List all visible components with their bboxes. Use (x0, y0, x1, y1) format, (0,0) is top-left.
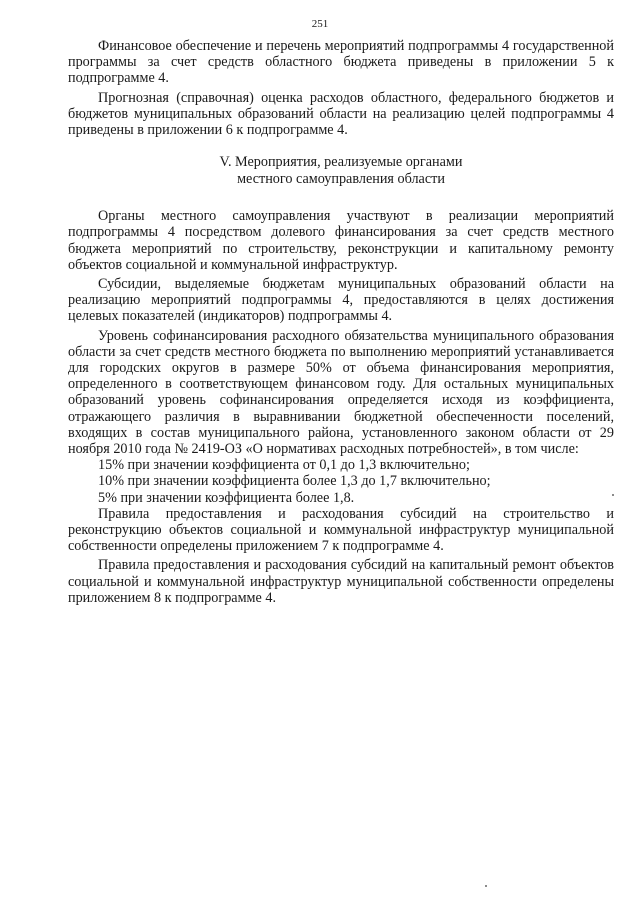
paragraph-construction-rules: Правила предоставления и расходования субсидий на строительство и реконструкцию объектов социальной и коммунальной инфраструктур муниципальной собственности определены приложением 7 к подпрограмме 4. (68, 505, 614, 555)
section-heading (68, 154, 614, 188)
list-item: 10% при значении коэффициента более 1,3 до 1,7 включительно; (98, 473, 491, 490)
paragraph-forecast: Прогнозная (справочная) оценка расходов областного, федерального бюджетов и бюджетов муниципальных образований области на реализацию целей подпрограммы 4 приведены в приложении 6 к подпрограмме 4. (68, 89, 614, 139)
paragraph-local-authorities: Органы местного самоуправления участвуют в реализации мероприятий подпрограммы 4 посредством долевого финансирования за счет средств местного бюджета мероприятий по строительству, реконструкции и капитальному ремонту объектов социальной и коммунальной инфраструктур. (68, 208, 614, 273)
list-item: 5% при значении коэффициента более 1,8. (98, 489, 355, 506)
list-item: 15% при значении коэффициента от 0,1 до 1,3 включительно; (98, 457, 470, 474)
section-heading-line-1: V. Мероприятия, реализуемые органами (219, 154, 463, 171)
paragraph-repair-rules: Правила предоставления и расходования субсидий на капитальный ремонт объектов социальной и коммунальной инфраструктур муниципальной собственности определены приложением 8 к подпрограмме 4. (68, 557, 614, 606)
paragraph-subsidies: Субсидии, выделяемые бюджетам муниципальных образований области на реализацию мероприятий подпрограммы 4, предоставляются в целях достижения целевых показателей (индикаторов) подпрограммы 4. (68, 276, 614, 325)
paragraph-financing: Финансовое обеспечение и перечень мероприятий подпрограммы 4 государственной программы за счет средств областного бюджета приведены в приложении 5 к подпрограмме 4. (68, 38, 614, 87)
scan-speck (485, 885, 487, 887)
paragraph-cofinancing: Уровень софинансирования расходного обязательства муниципального образования области за счет средств местного бюджета по выполнению мероприятий устанавливается для городских округов в размере 50% от объема финансирования мероприятия, определенного в соответствующем финансовом году. Для остальных муниципальных образований уровень софинансирования определяется исходя из коэффициента, отражающего различия в выравнивании бюджетной обеспеченности поселений, входящих в состав муниципального района, установленного законом области от 29 ноября 2010 года № 2419-ОЗ «О нормативах расходных потребностей», в том числе: (68, 327, 614, 458)
section-heading-line-2: местного самоуправления области (237, 171, 445, 188)
page-number: 251 (311, 18, 329, 30)
document-body (68, 38, 614, 606)
scan-speck (612, 494, 614, 496)
